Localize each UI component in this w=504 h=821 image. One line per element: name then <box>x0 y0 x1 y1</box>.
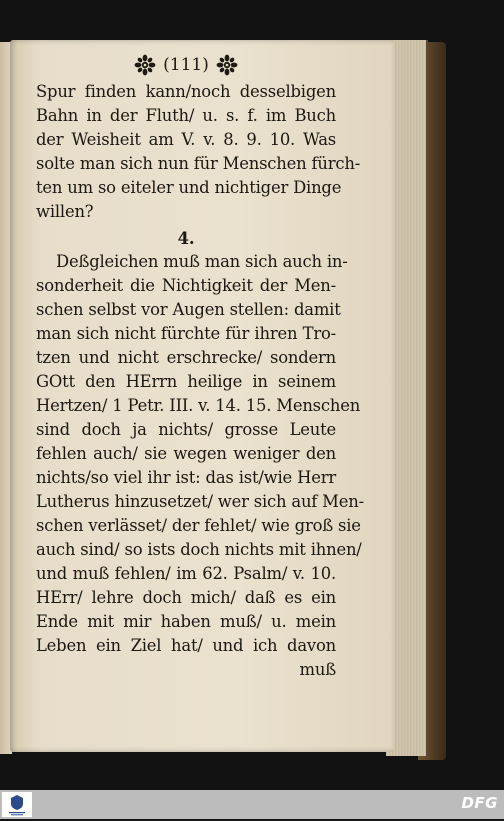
flower-ornament-icon <box>134 54 156 76</box>
text-line: fehlen auch/ sie wegen weniger den <box>36 444 336 463</box>
library-logo[interactable] <box>2 792 32 817</box>
section-number: 4. <box>177 229 195 248</box>
text-line: ten um so eiteler und nichtiger Dinge <box>36 178 342 197</box>
text-block <box>36 80 364 682</box>
dfg-logo[interactable]: DFG <box>461 794 498 812</box>
text-line: Spur finden kann/noch desselbigen <box>36 82 336 101</box>
text-line: auch sind/ so ists doch nichts mit ihnen/ <box>36 540 362 559</box>
text-line: solte man sich nun für Menschen fürch- <box>36 154 361 173</box>
text-line: schen selbst vor Augen stellen: damit <box>36 300 341 319</box>
text-line: der Weisheit am V. v. 8. 9. 10. Was <box>36 130 336 149</box>
text-line: Bahn in der Fluth/ u. s. f. im Buch <box>36 106 336 125</box>
text-line: Ende mit mir haben muß/ u. mein <box>36 612 336 631</box>
text-line: HErr/ lehre doch mich/ daß es ein <box>36 588 336 607</box>
text-line: schen verlässet/ der fehlet/ wie groß sie <box>36 516 361 535</box>
text-line: sind doch ja nichts/ grosse Leute <box>36 420 336 439</box>
text-line: tzen und nicht erschrecke/ sondern <box>36 348 336 367</box>
page-number: (111) <box>163 55 209 75</box>
text-line: willen? <box>36 202 94 221</box>
catchword: muß <box>299 660 336 679</box>
flower-ornament-icon <box>216 54 238 76</box>
text-line: Deßgleichen muß man sich auch in- <box>56 252 348 271</box>
text-line: sonderheit die Nichtigkeit der Men- <box>36 276 336 295</box>
viewer-footer-bar <box>0 790 504 819</box>
text-line: und muß fehlen/ im 62. Psalm/ v. 10. <box>36 564 336 583</box>
text-line: Lutherus hinzusetzet/ wer sich auf Men- <box>36 492 364 511</box>
page-header <box>134 52 238 78</box>
text-line: Leben ein Ziel hat/ und ich davon <box>36 636 336 655</box>
text-line: Hertzen/ 1 Petr. III. v. 14. 15. Menschen <box>36 396 361 415</box>
text-line: man sich nicht fürchte für ihren Tro- <box>36 324 336 343</box>
text-line: GOtt den HErrn heilige in seinem <box>36 372 336 391</box>
text-line: nichts/so viel ihr ist: das ist/wie Herr <box>36 468 336 487</box>
library-crest-icon <box>2 792 32 817</box>
